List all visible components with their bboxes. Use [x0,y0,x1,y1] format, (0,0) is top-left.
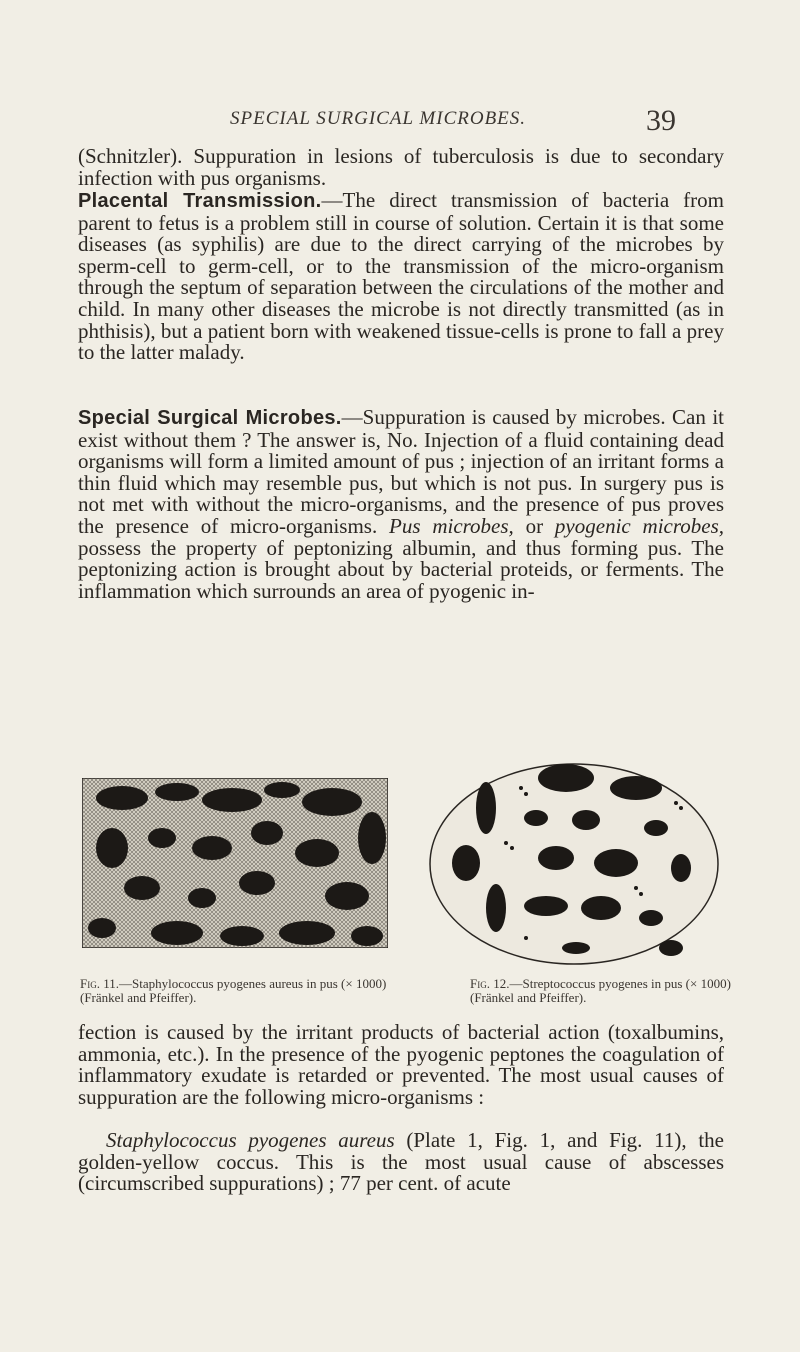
paragraph-1 [78,146,724,189]
paragraph-4-text: fection is caused by the irritant products of bacterial action (toxalbumins, ammonia, etc.). In the presence of the pyogenic peptones the coagulation of inflammatory exudate is retarded or prevented. The most usual causes of suppuration are the following micro-organisms : [78,1020,724,1109]
paragraph-5 [78,1130,724,1195]
figure-12-caption-text: —Streptococcus pyogenes in pus (× 1000) (Fränkel and Pfeiffer). [470,976,731,1005]
paragraph-special-text-a: —Suppuration is caused by microbes. Can it exist without them ? The answer is, No. Injection of a fluid containing dead organisms will form a limited amount of pus ; injection of an irritant forms a thin fluid which may resemble pus, but which is not pus. In surgery pus is not met with without the micro-organisms, and the presence of pus proves the presence of micro-organisms. [78,405,724,538]
figure-11-label: Fig. 11. [80,976,119,991]
heading-placental-transmission: Placental Transmission. [78,190,322,212]
figure-12-micrograph [426,758,722,968]
page-header [0,104,800,144]
paragraph-special-text-c: possess the property of peptonizing albumin, and thus forming pus. The peptonizing action is brought about by bacterial proteids, or ferments. The inflammation which surrounds an area of pyogenic in- [78,535,724,603]
figure-12-caption [470,977,732,1005]
term-pus-microbes: Pus microbes, [389,513,514,538]
paragraph-placental-text: —The direct transmission of bacteria from parent to fetus is a problem still in course of solution. Certain it is that some diseases (as syphilis) are due to the direct carrying of the microbes by sperm-cell to germ-cell, or to the transmission of the micro-organism through the septum of separation between the circulations of the mother and child. In many other diseases the microbe is not directly transmitted (as in phthisis), but a patient born with weakened tissue-cells is prone to fall a prey to the latter malady. [78,188,724,365]
term-staphylococcus-pyogenes-aureus: Staphylococcus pyogenes aureus [106,1128,395,1152]
figure-11-caption [80,977,410,1005]
running-head: SPECIAL SURGICAL MICROBES. [230,108,527,129]
paragraph-1-text: (Schnitzler). Suppuration in lesions of tuberculosis is due to secondary infection with pus organisms. [78,144,724,190]
page-number: 39 [646,104,676,137]
heading-special-surgical-microbes: Special Surgical Microbes. [78,407,342,429]
figure-12-label: Fig. 12. [470,976,510,991]
term-pyogenic-microbes: pyogenic microbes, [554,513,724,538]
paragraph-special-text-b: or [513,513,555,538]
paragraph-placental [78,190,724,364]
figures-row [78,756,728,976]
paragraph-5-text: (Plate 1, Fig. 1, and Fig. 11), the golden-yellow coccus. This is the most usual cause of abscesses (circumscribed suppurations) ; 77 per cent. of acute [78,1128,724,1196]
figure-11-micrograph [82,778,388,948]
paragraph-4 [78,1022,724,1108]
paragraph-special-surgical [78,407,724,602]
figure-11-caption-text: —Staphylococcus pyogenes aureus in pus (× 1000) (Fränkel and Pfeiffer). [80,976,387,1005]
